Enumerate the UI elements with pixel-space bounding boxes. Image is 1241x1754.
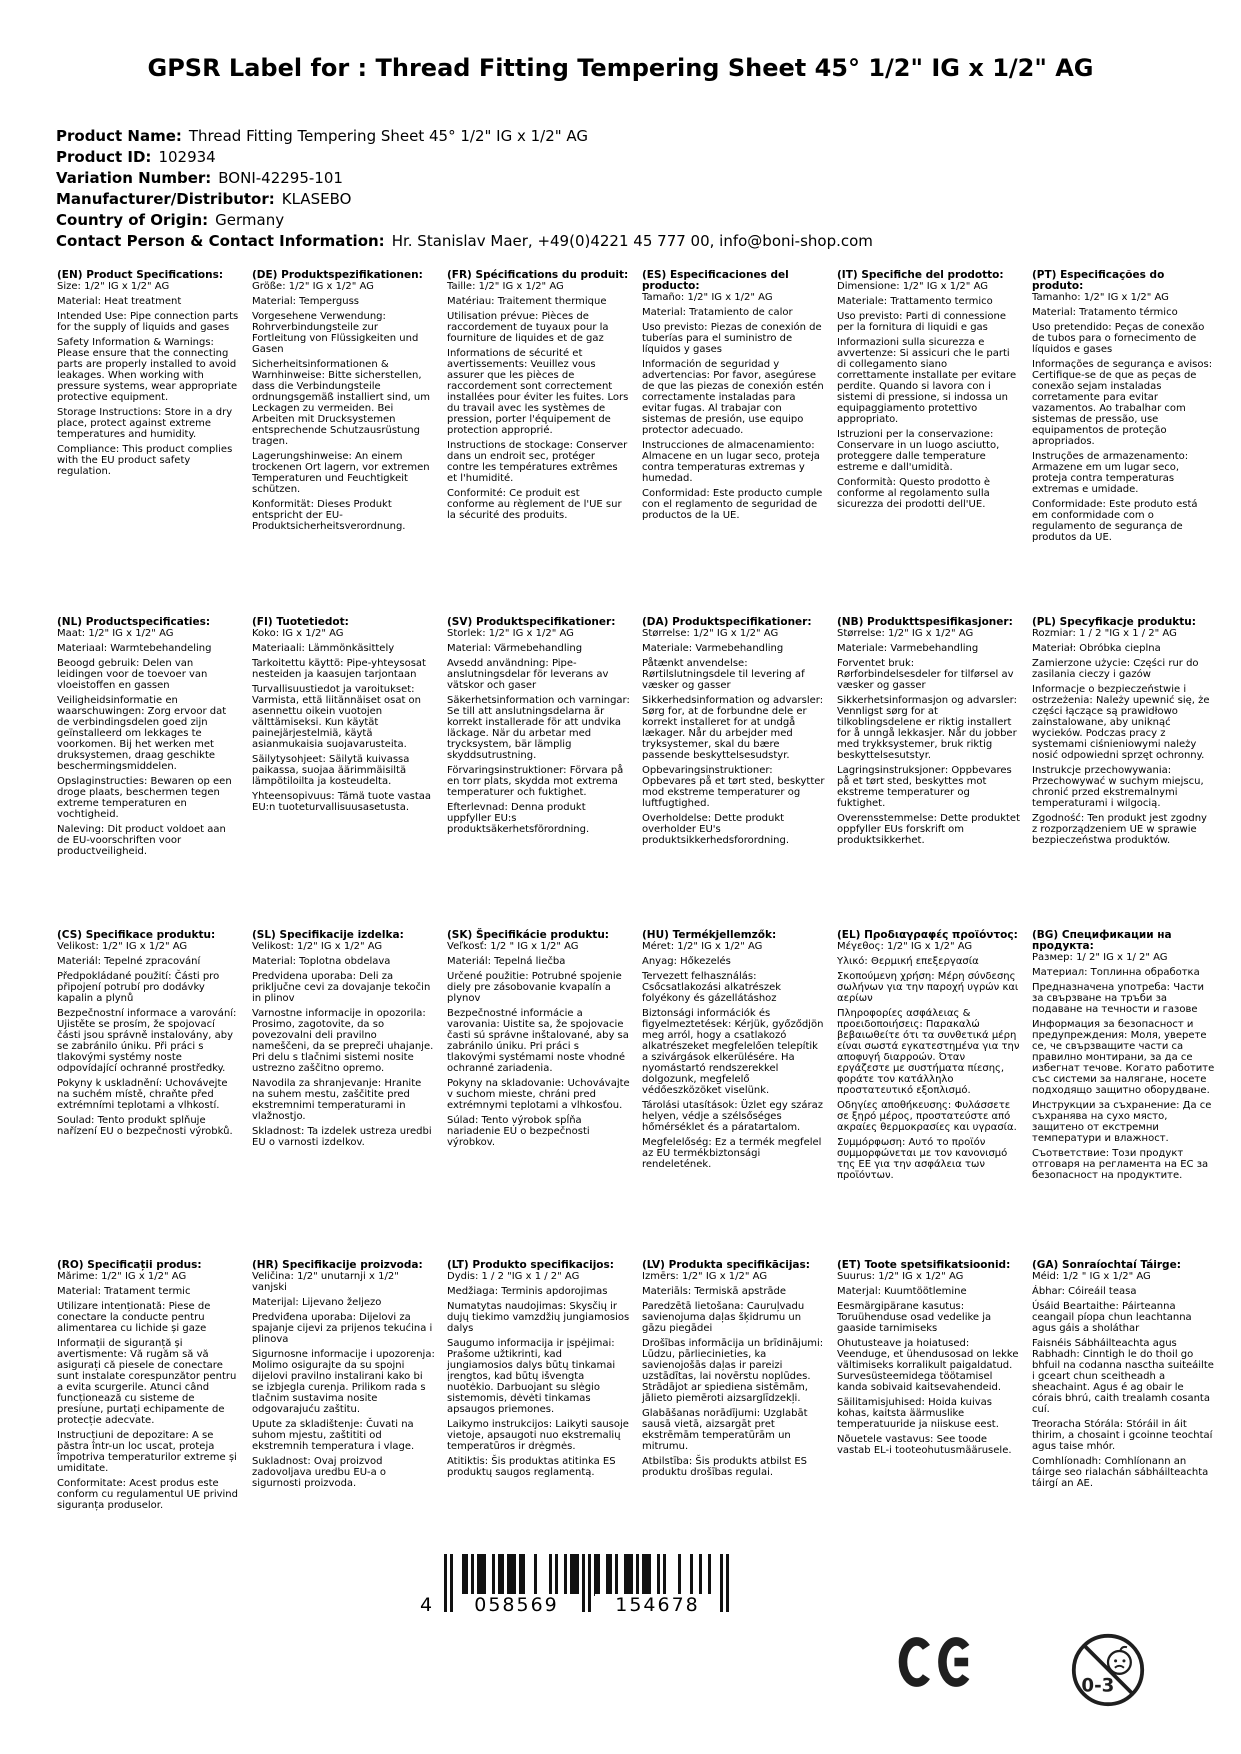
spec-paragraph: Sicherheitsinformationen & Warnhinweise: Bitte sicherstellen, dass die Verbindungsteile ordnungsgemäß installiert sind, um Leckagen zu vermeiden. Bei Arbeiten mit Drucksystemen entsprechende Schutzausrüstung tragen. xyxy=(252,359,431,447)
spec-paragraph: Μέγεθος: 1/2" IG x 1/2" AG xyxy=(837,941,973,952)
spec-paragraph: Størrelse: 1/2" IG x 1/2" AG xyxy=(642,628,779,639)
spec-block-lt xyxy=(447,1260,630,1530)
spec-block-de xyxy=(252,270,435,617)
spec-paragraph: Sukladnost: Ovaj proizvod zadovoljava uredbu EU-a o sigurnosti proizvoda. xyxy=(252,1456,387,1489)
spec-block-hr xyxy=(252,1260,435,1530)
spec-paragraph: Medžiaga: Terminis apdorojimas xyxy=(447,1286,608,1297)
spec-paragraph: Taille: 1/2" IG x 1/2" AG xyxy=(447,281,564,292)
spec-paragraph: Informacje o bezpieczeństwie i ostrzeżenia: Należy upewnić się, że części łączące są prawidłowo zainstalowane, aby uniknąć wycieków. Podczas pracy z systemami ciśnieniowymi należy nosić odpowiedni sprzęt ochronny. xyxy=(1032,684,1210,761)
spec-paragraph: Izmērs: 1/2" IG x 1/2" AG xyxy=(642,1271,768,1282)
barcode-section xyxy=(420,1554,1241,1708)
spec-block-header: (RO) Specificații produs: xyxy=(57,1259,202,1271)
spec-paragraph: Turvallisuustiedot ja varoitukset: Varmista, että liitännäiset osat on asennettu oikein vuotojen välttämiseksi. Kun käytät painejärjestelmiä, käytä asianmukaisia suojavarusteita. xyxy=(252,684,422,750)
spec-paragraph: Velikost: 1/2" IG x 1/2" AG xyxy=(252,941,383,952)
spec-block-header: (NB) Produkttspesifikasjoner: xyxy=(837,616,1013,628)
spec-block-header: (FR) Spécifications du produit: xyxy=(447,269,629,281)
spec-paragraph: Compliance: This product complies with the EU product safety regulation. xyxy=(57,444,233,477)
spec-paragraph: Comhlíonadh: Comhlíonann an táirge seo rialachán sábháilteachta táirgí an AE. xyxy=(1032,1456,1209,1489)
spec-paragraph: Drošības informācija un brīdinājumi: Lūdzu, pārliecinieties, ka savienojošās daļas ir pareizi uzstādītas, lai novērstu noplūdes. Strādājot ar spiediena sistēmām, jālieto piemēroti aizsarglīdzekļi. xyxy=(642,1338,824,1404)
spec-paragraph: Konformität: Dieses Produkt entspricht der EU-Produktsicherheitsverordnung. xyxy=(252,499,406,532)
barcode-digit-lead: 4 xyxy=(420,1594,433,1616)
spec-paragraph: Lagringsinstruksjoner: Oppbevares på et tørt sted, beskyttes mot ekstreme temperaturer og fuktighet. xyxy=(837,765,1012,809)
product-info xyxy=(56,126,1241,252)
spec-block-sk xyxy=(447,930,630,1260)
spec-block-header: (DE) Produktspezifikationen: xyxy=(252,269,423,281)
spec-block-header: (PL) Specyfikacje produktu: xyxy=(1032,616,1196,628)
spec-paragraph: Eesmärgipärane kasutus: Toruühenduse osad vedelike ja gaaside tarnimiseks xyxy=(837,1301,992,1334)
spec-paragraph: Säkerhetsinformation och varningar: Se till att anslutningsdelarna är korrekt installerade för att undvika läckage. När du arbetar med trycksystem, bär lämplig skyddsutrustning. xyxy=(447,695,630,761)
spec-paragraph: Efterlevnad: Denna produkt uppfyller EU:s produktsäkerhetsförordning. xyxy=(447,802,590,835)
spec-paragraph: Material: Heat treatment xyxy=(57,296,182,307)
spec-block-sv xyxy=(447,617,630,930)
spec-paragraph: Material: Toplotna obdelava xyxy=(252,956,391,967)
spec-block-header: (EN) Product Specifications: xyxy=(57,269,224,281)
spec-paragraph: Förvaringsinstruktioner: Förvara på en torr plats, skydda mot extrema temperaturer och fuktighet. xyxy=(447,765,624,798)
spec-block-header: (FI) Tuotetiedot: xyxy=(252,616,349,628)
spec-paragraph: Forventet bruk: Rørforbindelsesdeler for tilførsel av væsker og gasser xyxy=(837,658,1014,691)
compliance-marks xyxy=(896,1632,1241,1708)
spec-paragraph: Materiale: Varmebehandling xyxy=(642,643,784,654)
spec-block-en xyxy=(57,270,240,617)
spec-paragraph: Материал: Топлинна обработка xyxy=(1032,967,1200,978)
spec-paragraph: Atbilstība: Šis produkts atbilst ES produktu drošības regulai. xyxy=(642,1456,808,1478)
spec-paragraph: Material: Värmebehandling xyxy=(447,643,583,654)
spec-paragraph: Sigurnosne informacije i upozorenja: Molimo osigurajte da su spojni dijelovi pravilno instalirani kako bi se izbjegla curenja. Prilikom rada s tlačnim sustavima nosite odgovarajuću zaštitu. xyxy=(252,1349,435,1415)
product-info-label: Manufacturer/Distributor: xyxy=(56,190,275,208)
spec-paragraph: Ábhar: Cóireáil teasa xyxy=(1032,1286,1137,1297)
spec-block-es xyxy=(642,270,825,617)
spec-paragraph: Instrucciones de almacenamiento: Almacene en un lugar seco, proteja contra temperaturas extremas y humedad. xyxy=(642,440,820,484)
spec-block-header: (PT) Especificações do produto: xyxy=(1032,269,1165,292)
spec-paragraph: Zgodność: Ten produkt jest zgodny z rozporządzeniem UE w sprawie bezpieczeństwa produktów. xyxy=(1032,813,1207,846)
product-info-value: KLASEBO xyxy=(281,190,352,208)
spec-paragraph: Säilytysohjeet: Säilytä kuivassa paikassa, suojaa äärimmäisiltä lämpötiloilta ja kosteudelta. xyxy=(252,754,410,787)
product-info-value: Thread Fitting Tempering Sheet 45° 1/2" IG x 1/2" AG xyxy=(188,127,589,145)
spec-paragraph: Pokyny na skladovanie: Uchovávajte v suchom mieste, chráni pred extrémnymi teplotami a vlhkosťou. xyxy=(447,1078,630,1111)
spec-paragraph: Съответствие: Този продукт отговаря на регламента на ЕС за безопасност на продуктите. xyxy=(1032,1148,1209,1181)
spec-paragraph: Ohutusteave ja hoiatused: Veenduge, et ühendusosad on lekke vältimiseks korralikult paigaldatud. Survesüsteemidega töötamisel kanda sobivaid kaitsevahendeid. xyxy=(837,1338,1019,1393)
spec-paragraph: Size: 1/2" IG x 1/2" AG xyxy=(57,281,170,292)
spec-block-el xyxy=(837,930,1020,1260)
spec-paragraph: Biztonsági információk és figyelmeztetések: Kérjük, győződjön meg arról, hogy a csatlakozó alkatrészeket megfelelően telepítik a szivárgások elkerülésére. Ha nyomástartó rendszerekkel dolgozunk, megfelelő védőeszközöket viselünk. xyxy=(642,1008,824,1096)
spec-paragraph: Skladnost: Ta izdelek ustreza uredbi EU o varnosti izdelkov. xyxy=(252,1126,432,1148)
spec-block-nb xyxy=(837,617,1020,930)
spec-paragraph: Informations de sécurité et avertissements: Veuillez vous assurer que les pièces de raccordement sont correctement installées pour éviter les fuites. Lors du travail avec les systèmes de pression, porter l'équipement de protection approprié. xyxy=(447,348,629,436)
product-info-label: Variation Number: xyxy=(56,169,212,187)
product-info-row xyxy=(56,210,1241,231)
spec-paragraph: Material: Tratamiento de calor xyxy=(642,307,793,318)
spec-block-bg xyxy=(1032,930,1215,1260)
spec-paragraph: Zamierzone użycie: Części rur do zasilania cieczy i gazów xyxy=(1032,658,1199,680)
spec-paragraph: Instruções de armazenamento: Armazene em um lugar seco, proteja contra temperaturas extremas e umidade. xyxy=(1032,451,1189,495)
spec-paragraph: Informazioni sulla sicurezza e avvertenze: Si assicuri che le parti di collegamento siano correttamente installate per evitare perdite. Quando si lavora con i sistemi di pressione, si indossa un equipaggiamento protettivo appropriato. xyxy=(837,337,1017,425)
spec-paragraph: Naleving: Dit product voldoet aan de EU-voorschriften voor productveiligheid. xyxy=(57,824,226,857)
spec-paragraph: Predvidena uporaba: Deli za priključne cevi za dovajanje tekočin in plinov xyxy=(252,971,431,1004)
product-info-row xyxy=(56,168,1241,189)
spec-paragraph: Méid: 1/2 " IG x 1/2" AG xyxy=(1032,1271,1151,1282)
product-info-row xyxy=(56,126,1241,147)
spec-block-header: (GA) Sonraíochtaí Táirge: xyxy=(1032,1259,1181,1271)
spec-paragraph: Размер: 1/ 2" IG x 1/ 2" AG xyxy=(1032,952,1168,963)
barcode xyxy=(420,1554,729,1618)
product-info-value: Hr. Stanislav Maer, +49(0)4221 45 777 00, info@boni-shop.com xyxy=(391,232,873,250)
age-warning-label: 0-3 xyxy=(1081,1675,1115,1697)
spec-paragraph: Opbevaringsinstruktioner: Opbevares på et tørt sted, beskytter mod ekstreme temperaturer og luftfugtighed. xyxy=(642,765,825,809)
spec-paragraph: Υλικό: Θερμική επεξεργασία xyxy=(837,956,979,967)
spec-paragraph: Materiaali: Lämmönkäsittely xyxy=(252,643,395,654)
spec-paragraph: Atitiktis: Šis produktas atitinka ES produktų saugos reglamentą. xyxy=(447,1456,616,1478)
spec-paragraph: Material: Temperguss xyxy=(252,296,360,307)
spec-paragraph: Materiāls: Termiskā apstrāde xyxy=(642,1286,787,1297)
spec-block-header: (LT) Produkto specifikacijos: xyxy=(447,1259,614,1271)
spec-block-header: (NL) Productspecificaties: xyxy=(57,616,211,628)
page-title: GPSR Label for : Thread Fitting Tempering Sheet 45° 1/2" IG x 1/2" AG xyxy=(147,54,1094,82)
spec-paragraph: Συμμόρφωση: Αυτό το προϊόν συμμορφώνεται με τον κανονισμό της ΕΕ για την ασφάλεια των προϊόντων. xyxy=(837,1137,1008,1181)
spec-block-pl xyxy=(1032,617,1215,930)
spec-paragraph: Varnostne informacije in opozorila: Prosimo, zagotovite, da so povezovalni deli pravilno nameščeni, da se prepreči uhajanje. Pri delu s tlačnimi sistemi nosite ustrezno zaščitno opremo. xyxy=(252,1008,434,1074)
age-warning-icon xyxy=(1070,1632,1146,1708)
spec-paragraph: Storage Instructions: Store in a dry place, protect against extreme temperatures and humidity. xyxy=(57,407,233,440)
spec-paragraph: Säilitamisjuhised: Hoida kuivas kohas, kaitsta äärmuslike temperatuuride ja niiskuse eest. xyxy=(837,1397,999,1430)
spec-paragraph: Påtænkt anvendelse: Rørtilslutningsdele til levering af væsker og gasser xyxy=(642,658,805,691)
product-info-label: Country of Origin: xyxy=(56,211,209,229)
product-info-value: Germany xyxy=(215,211,285,229)
spec-paragraph: Velikost: 1/2" IG x 1/2" AG xyxy=(57,941,188,952)
spec-paragraph: Conformità: Questo prodotto è conforme al regolamento sulla sicurezza dei prodotti dell'UE. xyxy=(837,477,991,510)
spec-paragraph: Lagerungshinweise: An einem trockenen Ort lagern, vor extremen Temperaturen und Feuchtigkeit schützen. xyxy=(252,451,430,495)
spec-paragraph: Treoracha Stórála: Stóráil in áit thirim, a chosaint i gcoinne teochtaí agus taise mhór. xyxy=(1032,1419,1213,1452)
spec-paragraph: Инструкции за съхранение: Да се съхранява на сухо място, защитено от екстремни температури и влажност. xyxy=(1032,1100,1212,1144)
spec-block-da xyxy=(642,617,825,930)
product-info-row xyxy=(56,147,1241,168)
spec-paragraph: Instrukcje przechowywania: Przechowywać w suchym miejscu, chronić przed ekstremalnymi temperaturami i wilgocią. xyxy=(1032,765,1204,809)
spec-paragraph: Информация за безопасност и предупреждения: Моля, уверете се, че свързващите части са правилно монтирани, за да се избегнат течове. Когато работите със системи за налягане, носете подходящо защитно оборудване. xyxy=(1032,1019,1215,1096)
spec-paragraph: Predviđena uporaba: Dijelovi za spajanje cijevi za prijenos tekućina i plinova xyxy=(252,1312,433,1345)
spec-paragraph: Veľkosť: 1/2 " IG x 1/2" AG xyxy=(447,941,579,952)
spec-paragraph: Tarkoitettu käyttö: Pipe-yhteysosat nesteiden ja kaasujen tarjontaan xyxy=(252,658,426,680)
spec-block-fr xyxy=(447,270,630,617)
barcode-digits-left: 058569 xyxy=(454,1594,579,1616)
spec-block-header: (SV) Produktspecifikationer: xyxy=(447,616,616,628)
spec-paragraph: Sikkerhetsinformasjon og advarsler: Vennligst sørg for at tilkoblingsdelene er riktig installert for å unngå lekkasjer. Når du jobber med trykksystemer, bruk riktig beskyttelsesutstyr. xyxy=(837,695,1017,761)
spec-paragraph: Tervezett felhasználás: Csőcsatlakozási alkatrészek folyékony és gázellátáshoz xyxy=(642,971,782,1004)
spec-paragraph: Vorgesehene Verwendung: Rohrverbindungsteile zur Fortleitung von Flüssigkeiten und Gasen xyxy=(252,311,419,355)
spec-paragraph: Sikkerhedsinformation og advarsler: Sørg for, at de forbundne dele er korrekt installeret for at undgå lækager. Når du arbejder med tryksystemer, skal du bære passende beskyttelsesudstyr. xyxy=(642,695,824,761)
spec-paragraph: Materiál: Tepelná liečba xyxy=(447,956,566,967)
product-info-label: Product Name: xyxy=(56,127,182,145)
spec-block-header: (IT) Specifiche del prodotto: xyxy=(837,269,1004,281)
spec-paragraph: Navodila za shranjevanje: Hranite na suhem mestu, zaščitite pred ekstremnimi temperaturami in vlažnostjo. xyxy=(252,1078,422,1122)
spec-block-it xyxy=(837,270,1020,617)
spec-paragraph: Conformidade: Este produto está em conformidade com o regulamento de segurança de produtos da UE. xyxy=(1032,499,1198,543)
spec-block-header: (HR) Specifikacije proizvoda: xyxy=(252,1259,423,1271)
spec-paragraph: Rozmiar: 1 / 2 "IG x 1 / 2" AG xyxy=(1032,628,1177,639)
spec-paragraph: Informações de segurança e avisos: Certifique-se de que as peças de conexão sejam instaladas corretamente para evitar vazamentos. Ao trabalhar com sistemas de pressão, use equipamentos de proteção apropriados. xyxy=(1032,359,1213,447)
spec-paragraph: Uso pretendido: Peças de conexão de tubos para o fornecimento de líquidos e gases xyxy=(1032,322,1205,355)
product-info-value: BONI-42295-101 xyxy=(218,169,343,187)
spec-paragraph: Οδηγίες αποθήκευσης: Φυλάσσετε σε ξηρό μέρος, προστατεύστε από ακραίες θερμοκρασίες και υγρασία. xyxy=(837,1100,1017,1133)
spec-paragraph: Určené použitie: Potrubné spojenie diely pre zásobovanie kvapalín a plynov xyxy=(447,971,622,1004)
spec-block-header: (DA) Produktspecifikationer: xyxy=(642,616,812,628)
product-info-row xyxy=(56,231,1241,252)
spec-paragraph: Avsedd användning: Pipe-anslutningsdelar för leverans av vätskor och gaser xyxy=(447,658,609,691)
spec-paragraph: Safety Information & Warnings: Please ensure that the connecting parts are properly installed to avoid leakages. When working with pressure systems, wear appropriate protective equipment. xyxy=(57,337,238,403)
spec-paragraph: Conformitate: Acest produs este conform cu regulamentul UE privind siguranța produselor. xyxy=(57,1478,238,1511)
spec-paragraph: Materiale: Varmebehandling xyxy=(837,643,979,654)
spec-paragraph: Overensstemmelse: Dette produktet oppfyller EUs forskrift om produktsikkerhet. xyxy=(837,813,1020,846)
spec-paragraph: Предназначена употреба: Части за свързване на тръби за подаване на течности и газове xyxy=(1032,982,1205,1015)
spec-paragraph: Utilizare intenționată: Piese de conectare la conducte pentru alimentarea cu lichide și gaze xyxy=(57,1301,211,1334)
spec-paragraph: Méret: 1/2" IG x 1/2" AG xyxy=(642,941,763,952)
spec-block-lv xyxy=(642,1260,825,1530)
spec-paragraph: Material: Tratament termic xyxy=(57,1286,191,1297)
spec-paragraph: Saugumo informacija ir įspėjimai: Prašome užtikrinti, kad jungiamosios dalys būtų tinkamai įrengtos, kad būtų išvengta nuotėkio. Darbuojant su slėgio sistemomis, dėvėti tinkamas apsaugos priemones. xyxy=(447,1338,616,1415)
spec-block-ro xyxy=(57,1260,240,1530)
spec-block-header: (HU) Termékjellemzők: xyxy=(642,929,777,941)
spec-block-header: (BG) Спецификации на продукта: xyxy=(1032,929,1172,952)
spec-paragraph: Dydis: 1 / 2 "IG x 1 / 2" AG xyxy=(447,1271,580,1282)
spec-block-nl xyxy=(57,617,240,930)
spec-paragraph: Istruzioni per la conservazione: Conservare in un luogo asciutto, proteggere dalle temperature estreme e dall'umidità. xyxy=(837,429,1000,473)
spec-paragraph: Yhteensopivuus: Tämä tuote vastaa EU:n tuoteturvallisuusasetusta. xyxy=(252,791,431,813)
spec-block-fi xyxy=(252,617,435,930)
spec-paragraph: Πληροφορίες ασφάλειας & προειδοποιήσεις: Παρακαλώ βεβαιωθείτε ότι τα συνθετικά μέρη είναι σωστά εγκατεστημένα για την αποφυγή διαρροών. Όταν εργάζεστε με συστήματα πίεσης, φοράτε τον κατάλληλο προστατευτικό εξοπλισμό. xyxy=(837,1008,1020,1096)
spec-paragraph: Tamanho: 1/2" IG x 1/2" AG xyxy=(1032,292,1169,303)
spec-paragraph: Conformité: Ce produit est conforme au règlement de l'UE sur la sécurité des produits. xyxy=(447,488,622,521)
spec-paragraph: Materiał: Obróbka cieplna xyxy=(1032,643,1161,654)
spec-paragraph: Instructions de stockage: Conserver dans un endroit sec, protéger contre les températures extrêmes et l'humidité. xyxy=(447,440,628,484)
spec-block-header: (CS) Specifikace produktu: xyxy=(57,929,216,941)
spec-paragraph: Veiligheidsinformatie en waarschuwingen: Zorg ervoor dat de verbindingsdelen goed zijn geïnstalleerd om lekkages te voorkomen. Bij het werken met druksystemen, draag geschikte beschermingsmiddelen. xyxy=(57,695,227,772)
spec-block-header: (ET) Toote spetsifikatsioonid: xyxy=(837,1259,1011,1271)
spec-paragraph: Matériau: Traitement thermique xyxy=(447,296,607,307)
spec-paragraph: Bezpečnostné informácie a varovania: Uistite sa, že spojovacie časti sú správne inštalované, aby sa zabránilo úniku. Pri práci s tlakovými systémami noste vhodné ochranné zariadenia. xyxy=(447,1008,629,1074)
spec-paragraph: Paredzētā lietošana: Cauruļvadu savienojuma daļas šķidrumu un gāzu piegādei xyxy=(642,1301,805,1334)
spec-paragraph: Größe: 1/2" IG x 1/2" AG xyxy=(252,281,374,292)
spec-paragraph: Beoogd gebruik: Delen van leidingen voor de toevoer van vloeistoffen en gassen xyxy=(57,658,208,691)
spec-block-hu xyxy=(642,930,825,1260)
spec-paragraph: Suurus: 1/2" IG x 1/2" AG xyxy=(837,1271,964,1282)
spec-paragraph: Utilisation prévue: Pièces de raccordement de tuyaux pour la fourniture de liquides et de gaz xyxy=(447,311,609,344)
spec-paragraph: Nõuetele vastavus: See toode vastab EL-i tooteohutusmäärusele. xyxy=(837,1434,1012,1456)
spec-paragraph: Σκοπούμενη χρήση: Μέρη σύνδεσης σωλήνων για την παροχή υγρών και αερίων xyxy=(837,971,1019,1004)
spec-paragraph: Materijal: Lijevano željezo xyxy=(252,1297,382,1308)
spec-paragraph: Laikymo instrukcijos: Laikyti sausoje vietoje, apsaugoti nuo ekstremalių temperatūros ir drėgmės. xyxy=(447,1419,629,1452)
spec-paragraph: Información de seguridad y advertencias: Por favor, asegúrese de que las piezas de conexión estén correctamente instaladas para evitar fugas. Al trabajar con sistemas de presión, use equipo protector adecuado. xyxy=(642,359,824,436)
spec-block-header: (ES) Especificaciones del producto: xyxy=(642,269,789,292)
product-info-label: Product ID: xyxy=(56,148,152,166)
spec-block-cs xyxy=(57,930,240,1260)
spec-paragraph: Glabāšanas norādījumi: Uzglabāt sausā vietā, aizsargāt pret ekstrēmām temperatūrām un mitrumu. xyxy=(642,1408,808,1452)
spec-paragraph: Materiaal: Warmtebehandeling xyxy=(57,643,212,654)
spec-paragraph: Bezpečnostní informace a varování: Ujistěte se prosím, že spojovací části jsou správně instalovány, aby se zabránilo úniku. Při práci s tlakovými systémy noste odpovídající ochranné prostředky. xyxy=(57,1008,237,1074)
spec-paragraph: Súlad: Tento výrobok spĺňa nariadenie EÚ o bezpečnosti výrobkov. xyxy=(447,1115,590,1148)
spec-paragraph: Conformidad: Este producto cumple con el reglamento de seguridad de productos de la UE. xyxy=(642,488,823,521)
spec-paragraph: Pokyny k uskladnění: Uchovávejte na suchém místě, chraňte před extrémními teplotami a vlhkostí. xyxy=(57,1078,228,1111)
spec-paragraph: Materjal: Kuumtöötlemine xyxy=(837,1286,967,1297)
spec-paragraph: Dimensione: 1/2" IG x 1/2" AG xyxy=(837,281,988,292)
spec-block-et xyxy=(837,1260,1020,1530)
spec-paragraph: Úsáid Beartaithe: Páirteanna ceangail píopa chun leachtanna agus gáis a sholáthar xyxy=(1032,1301,1192,1334)
spec-paragraph: Faisnéis Sábháilteachta agus Rabhadh: Cinntigh le do thoil go bhfuil na codanna nasctha suiteáilte i gceart chun sceitheadh a sheachaint. Agus é ag obair le córais bhrú, caith trealamh cosanta cuí. xyxy=(1032,1338,1214,1415)
spec-block-header: (SL) Specifikacije izdelka: xyxy=(252,929,404,941)
spec-paragraph: Megfelelőség: Ez a termék megfelel az EU termékbiztonsági rendeletének. xyxy=(642,1137,822,1170)
spec-paragraph: Anyag: Hőkezelés xyxy=(642,956,731,967)
spec-paragraph: Koko: IG x 1/2" AG xyxy=(252,628,344,639)
spec-paragraph: Overholdelse: Dette produkt overholder EU's produktsikkerhedsforordning. xyxy=(642,813,790,846)
spec-block-header: (SK) Špecifikácie produktu: xyxy=(447,929,610,941)
spec-paragraph: Opslaginstructies: Bewaren op een droge plaats, beschermen tegen extreme temperaturen en vochtigheid. xyxy=(57,776,232,820)
spec-paragraph: Předpokládané použití: Části pro připojení potrubí pro dodávky kapalin a plynů xyxy=(57,971,220,1004)
spec-paragraph: Informații de siguranță și avertismente: Vă rugăm să vă asigurați că piesele de conectare sunt instalate corespunzător pentru a evita scurgerile. Atunci când funcționează cu sisteme de presiune, purtați echipamente de protecție adecvate. xyxy=(57,1338,237,1426)
ce-mark-icon xyxy=(896,1632,982,1692)
product-info-label: Contact Person & Contact Information: xyxy=(56,232,385,250)
spec-paragraph: Instrucțiuni de depozitare: A se păstra într-un loc uscat, proteja împotriva temperaturilor extreme și umiditate. xyxy=(57,1430,237,1474)
product-info-row xyxy=(56,189,1241,210)
spec-paragraph: Veličina: 1/2" unutarnji x 1/2" vanjski xyxy=(252,1271,399,1293)
spec-paragraph: Mărime: 1/2" IG x 1/2" AG xyxy=(57,1271,187,1282)
spec-paragraph: Numatytas naudojimas: Skysčių ir dujų tiekimo vamzdžių jungiamosios dalys xyxy=(447,1301,630,1334)
spec-block-ga xyxy=(1032,1260,1215,1530)
spec-paragraph: Upute za skladištenje: Čuvati na suhom mjestu, zaštititi od ekstremnih temperatura i vlage. xyxy=(252,1419,415,1452)
spec-paragraph: Tamaño: 1/2" IG x 1/2" AG xyxy=(642,292,773,303)
spec-paragraph: Materiál: Tepelné zpracování xyxy=(57,956,201,967)
spec-paragraph: Uso previsto: Piezas de conexión de tuberías para el suministro de líquidos y gases xyxy=(642,322,822,355)
product-info-value: 102934 xyxy=(158,148,216,166)
spec-paragraph: Intended Use: Pipe connection parts for the supply of liquids and gases xyxy=(57,311,239,333)
spec-paragraph: Storlek: 1/2" IG x 1/2" AG xyxy=(447,628,574,639)
spec-paragraph: Soulad: Tento produkt splňuje nařízení EU o bezpečnosti výrobků. xyxy=(57,1115,233,1137)
spec-paragraph: Uso previsto: Parti di connessione per la fornitura di liquidi e gas xyxy=(837,311,1006,333)
spec-block-header: (LV) Produkta specifikācijas: xyxy=(642,1259,810,1271)
spec-grid xyxy=(57,270,1215,1530)
barcode-digits-right: 154678 xyxy=(595,1594,720,1616)
spec-paragraph: Materiale: Trattamento termico xyxy=(837,296,993,307)
spec-paragraph: Størrelse: 1/2" IG x 1/2" AG xyxy=(837,628,974,639)
spec-paragraph: Material: Tratamento térmico xyxy=(1032,307,1178,318)
spec-block-sl xyxy=(252,930,435,1260)
spec-block-header: (EL) Προδιαγραφές προϊόντος: xyxy=(837,929,1018,941)
spec-paragraph: Maat: 1/2" IG x 1/2" AG xyxy=(57,628,174,639)
spec-paragraph: Tárolási utasítások: Üzlet egy száraz helyen, védje a szélsőséges hőmérséklet és a páratartalom. xyxy=(642,1100,824,1133)
spec-block-pt xyxy=(1032,270,1215,617)
